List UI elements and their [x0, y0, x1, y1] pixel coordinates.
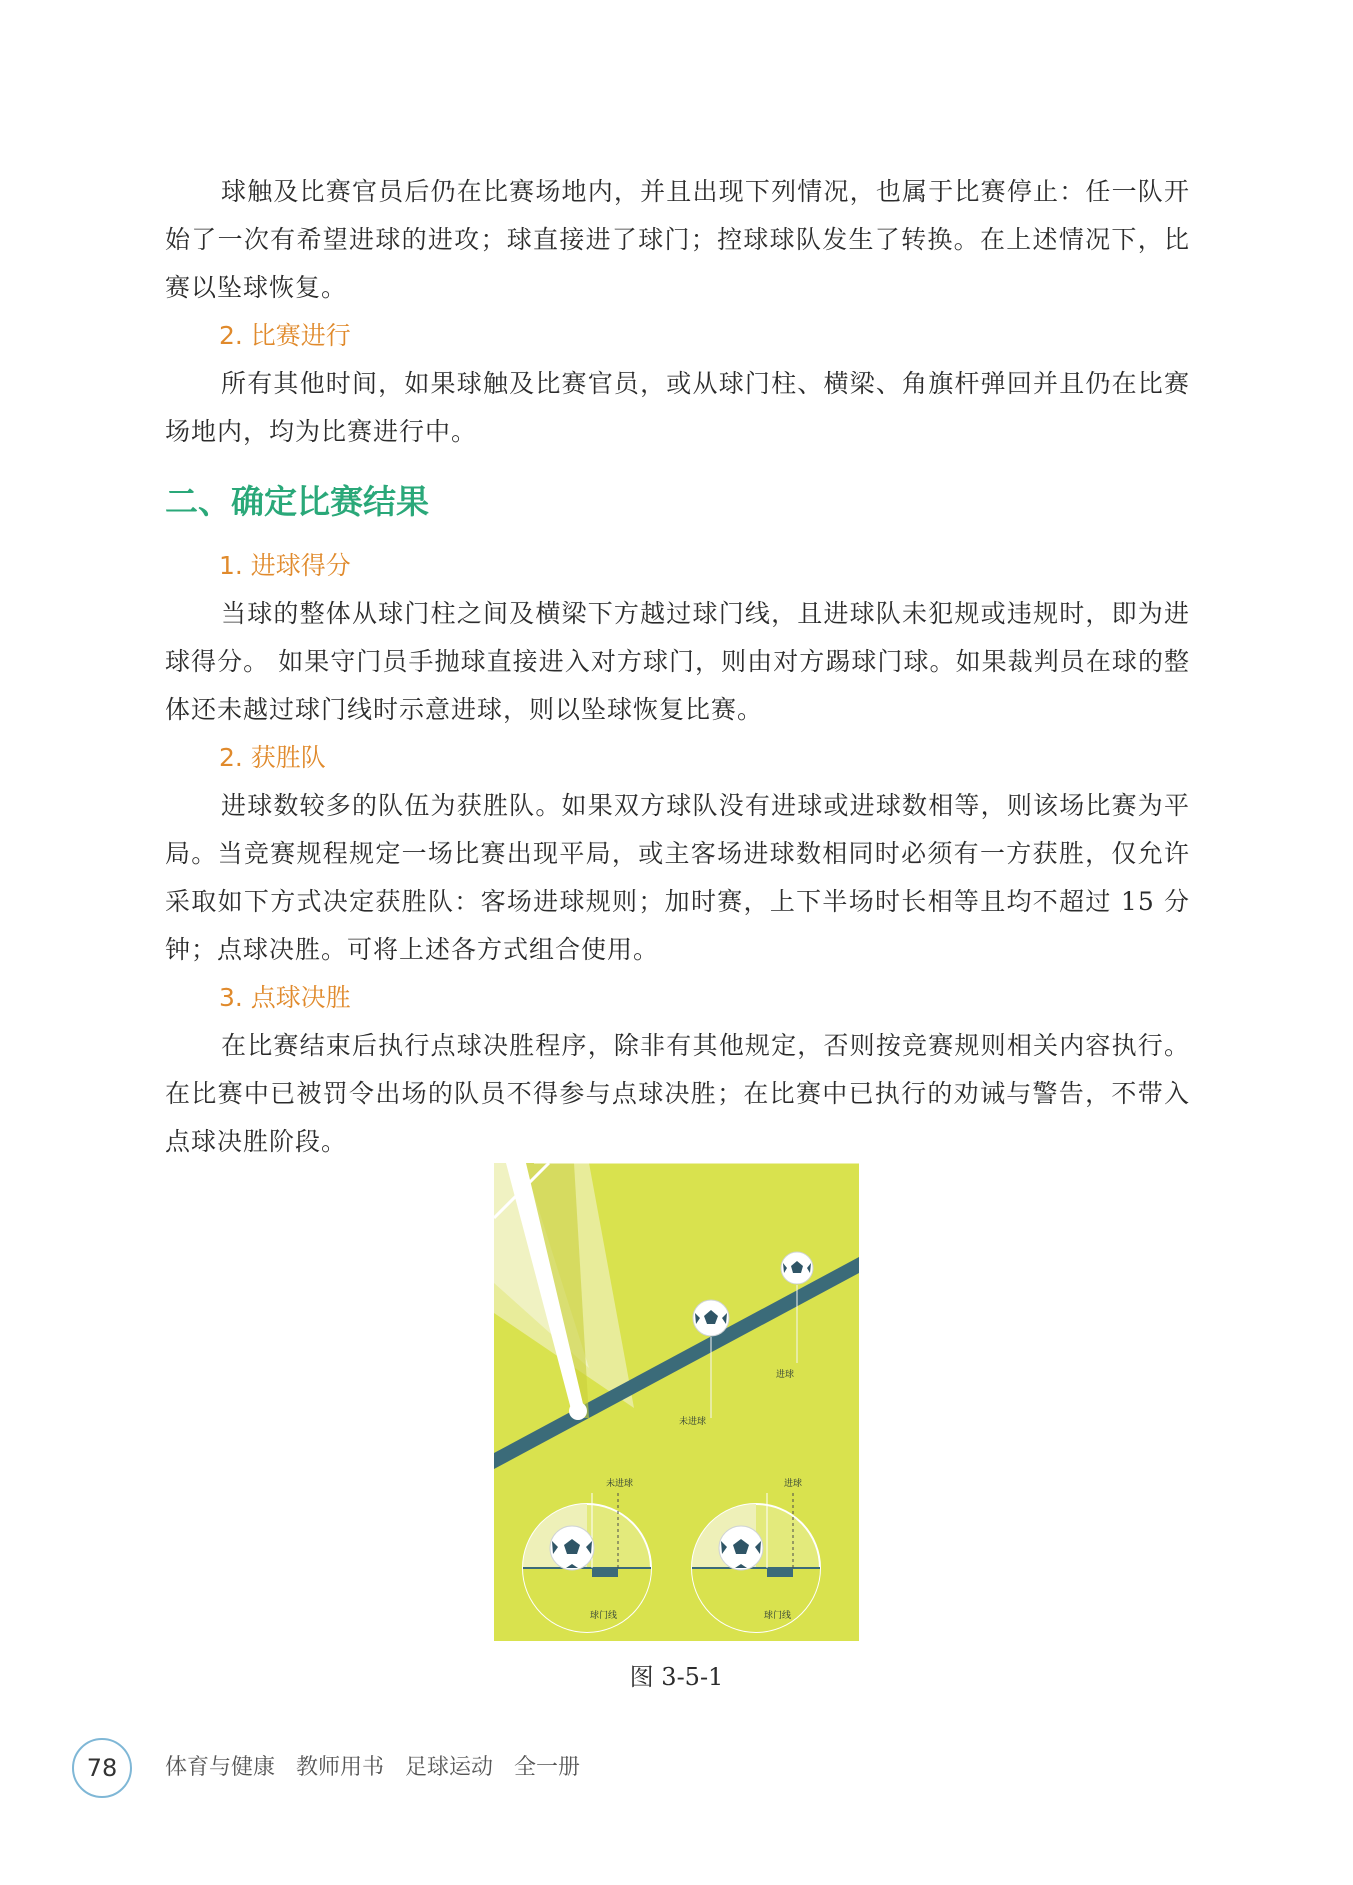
paragraph: 进球数较多的队伍为获胜队。如果双方球队没有进球或进球数相等，则该场比赛为平局。当竞赛规程规定一场比赛出现平局，或主客场进球数相同时必须有一方获胜，仅允许采取如下方式决定获胜队：客场进球规则；加时赛，上下半场时长相等且均不超过 15 分钟；点球决胜。可将上述各方式组合使用。	[165, 791, 1190, 964]
goal-illustration	[494, 1163, 859, 1641]
page-number: 78	[72, 1738, 132, 1798]
footer-title: 体育与健康 教师用书 足球运动 全一册	[165, 1755, 580, 1780]
label-goal-line-1: 球门线	[590, 1611, 618, 1621]
paragraph: 在比赛结束后执行点球决胜程序，除非有其他规定，否则按竞赛规则相关内容执行。在比赛中已被罚令出场的队员不得参与点球决胜；在比赛中已执行的劝诫与警告，不带入点球决胜阶段。	[165, 1031, 1190, 1156]
label-goal-line-2: 球门线	[764, 1611, 792, 1621]
label-no-goal: 未进球	[679, 1417, 707, 1427]
ball-no-goal	[693, 1300, 729, 1336]
label-no-goal-2: 未进球	[606, 1479, 634, 1489]
ball-goal-detail	[719, 1526, 763, 1570]
ball-no-goal-detail	[550, 1526, 594, 1570]
label-goal-2: 进球	[784, 1479, 803, 1489]
paragraph: 所有其他时间，如果球触及比赛官员，或从球门柱、横梁、角旗杆弹回并且仍在比赛场地内，均为比赛进行中。	[165, 369, 1190, 446]
subheading-goal: 1. 进球得分	[219, 551, 351, 580]
ball-goal	[781, 1252, 813, 1284]
page-body	[165, 168, 1190, 1166]
subheading-play: 2. 比赛进行	[219, 321, 351, 350]
section-heading: 二、确定比赛结果	[165, 482, 429, 521]
figure-caption: 图 3-5-1	[629, 1663, 724, 1691]
paragraph: 球触及比赛官员后仍在比赛场地内，并且出现下列情况，也属于比赛停止：任一队开始了一次有希望进球的进攻；球直接进了球门；控球球队发生了转换。在上述情况下，比赛以坠球恢复。	[165, 177, 1190, 302]
label-goal: 进球	[776, 1370, 795, 1380]
paragraph: 当球的整体从球门柱之间及横梁下方越过球门线，且进球队未犯规或违规时，即为进球得分。 如果守门员手抛球直接进入对方球门，则由对方踢球门球。如果裁判员在球的整体还未越过球门线时示意进球，则以坠球恢复比赛。	[165, 599, 1190, 724]
subheading-winner: 2. 获胜队	[219, 743, 326, 772]
subheading-penalty: 3. 点球决胜	[219, 983, 351, 1012]
